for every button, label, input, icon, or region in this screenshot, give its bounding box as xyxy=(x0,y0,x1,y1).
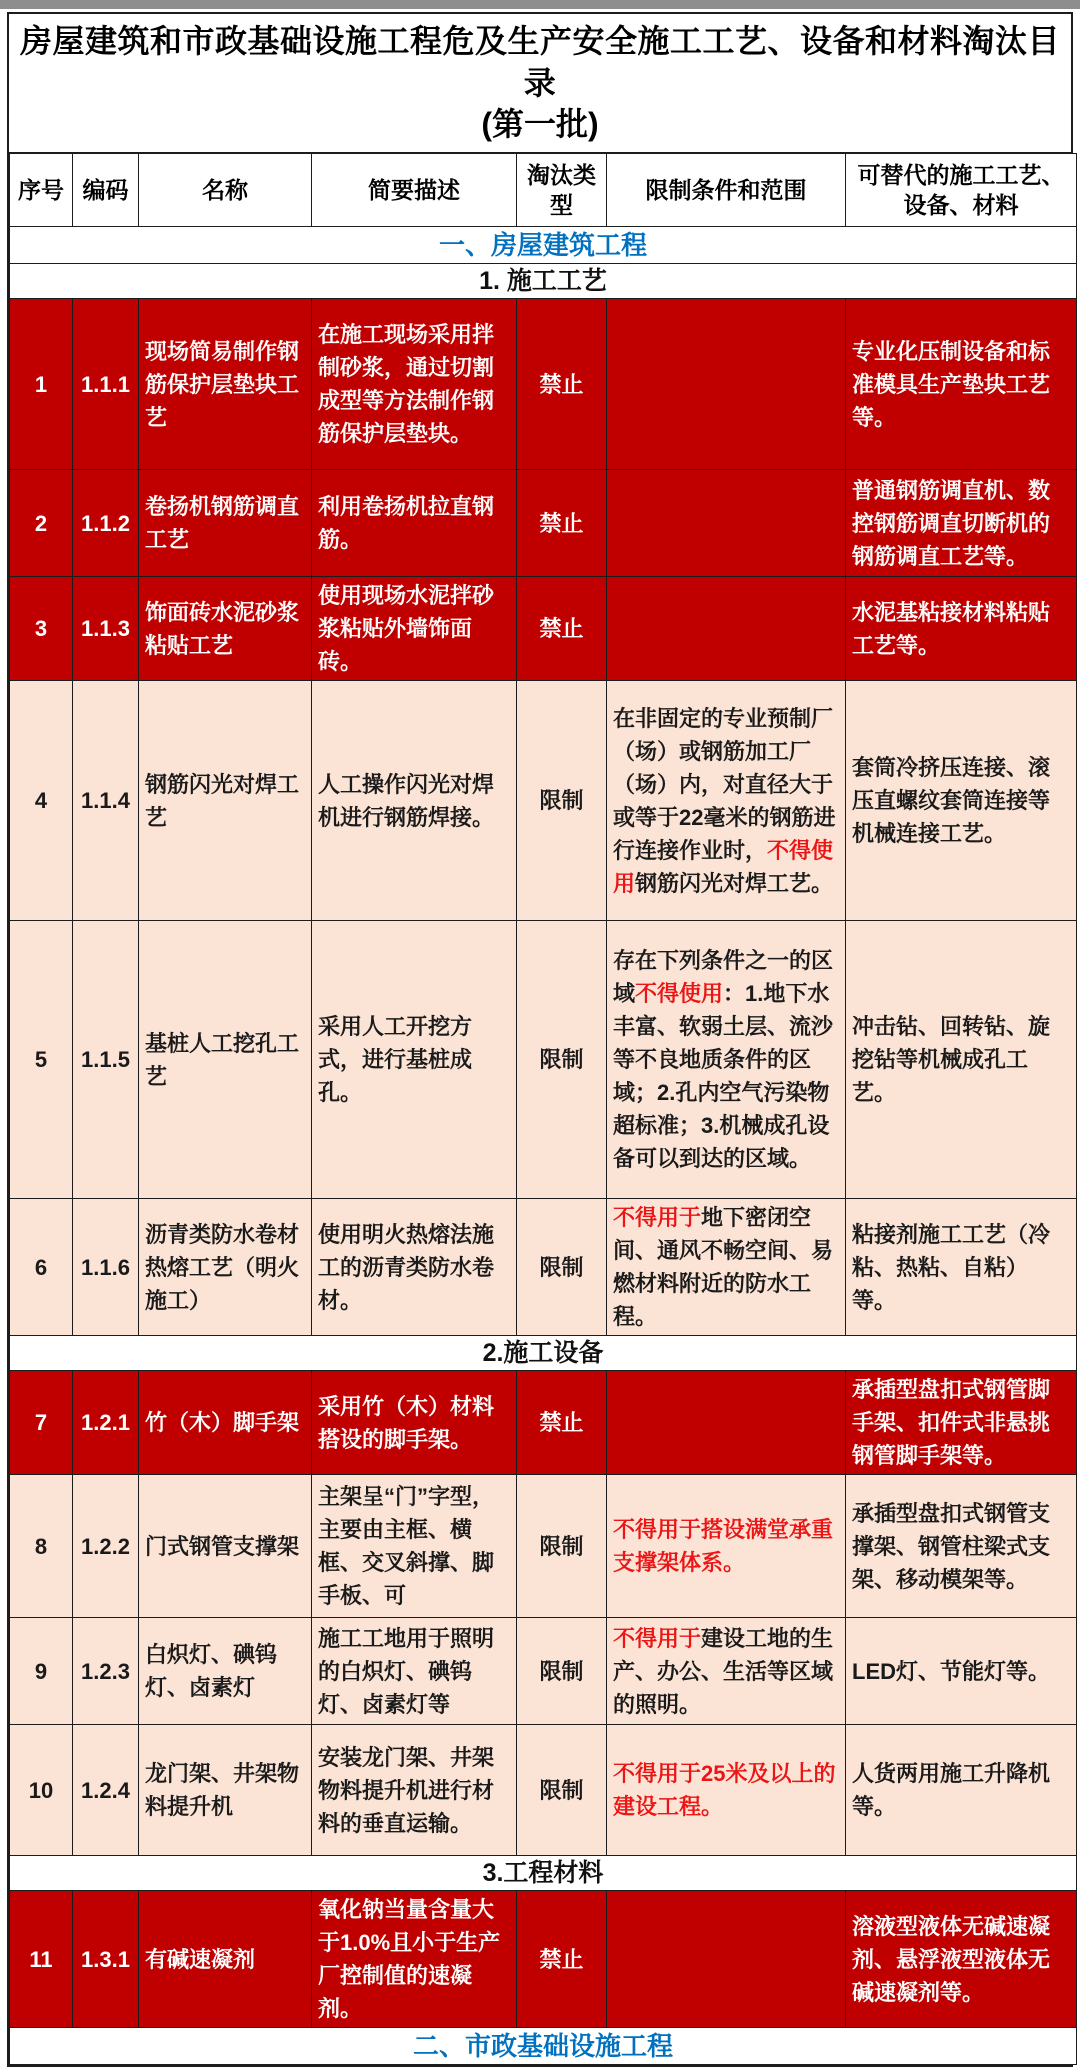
restriction-warning-text: 不得用于搭设满堂承重支撑架体系。 xyxy=(613,1517,834,1575)
cell-name: 饰面砖水泥砂浆粘贴工艺 xyxy=(139,577,312,681)
cell-no: 6 xyxy=(10,1199,73,1336)
catalog-body xyxy=(10,227,1077,2065)
cell-type: 限制 xyxy=(517,1618,607,1725)
table-row xyxy=(10,1618,1077,1725)
cell-no: 9 xyxy=(10,1618,73,1725)
cell-desc: 人工操作闪光对焊机进行钢筋焊接。 xyxy=(312,681,517,921)
table-row xyxy=(10,1475,1077,1618)
table-row xyxy=(10,470,1077,577)
cell-no: 4 xyxy=(10,681,73,921)
cell-limit xyxy=(607,1371,846,1475)
catalog-table xyxy=(9,153,1077,2065)
cell-code: 1.1.5 xyxy=(73,921,139,1199)
cell-type: 限制 xyxy=(517,921,607,1199)
cell-no: 11 xyxy=(10,1891,73,2028)
section-label: 3.工程材料 xyxy=(10,1856,1077,1891)
cell-code: 1.3.1 xyxy=(73,1891,139,2028)
cell-alt: 承插型盘扣式钢管支撑架、钢管柱梁式支架、移动模架等。 xyxy=(846,1475,1077,1618)
cell-name: 竹（木）脚手架 xyxy=(139,1371,312,1475)
cell-limit xyxy=(607,577,846,681)
cell-name: 有碱速凝剂 xyxy=(139,1891,312,2028)
cell-code: 1.2.2 xyxy=(73,1475,139,1618)
screen-top-edge xyxy=(0,0,1080,9)
cell-code: 1.1.3 xyxy=(73,577,139,681)
cell-type: 禁止 xyxy=(517,299,607,470)
restriction-warning-text: 不得用于 xyxy=(613,1625,702,1651)
col-header-name: 名称 xyxy=(139,154,312,227)
cell-limit xyxy=(607,299,846,470)
restriction-text: 钢筋闪光对焊工艺。 xyxy=(635,870,834,896)
cell-desc: 使用现场水泥拌砂浆粘贴外墙饰面砖。 xyxy=(312,577,517,681)
catalog-document xyxy=(7,12,1073,2067)
restriction-warning-text: 不得用于25米及以上的建设工程。 xyxy=(613,1761,836,1819)
cell-limit xyxy=(607,1891,846,2028)
cell-limit xyxy=(607,1475,846,1618)
cell-alt: 专业化压制设备和标准模具生产垫块工艺等。 xyxy=(846,299,1077,470)
table-row xyxy=(10,1725,1077,1856)
table-row xyxy=(10,1199,1077,1336)
cell-desc: 利用卷扬机拉直钢筋。 xyxy=(312,470,517,577)
table-row xyxy=(10,299,1077,470)
cell-code: 1.1.6 xyxy=(73,1199,139,1336)
cell-type: 限制 xyxy=(517,1725,607,1856)
cell-code: 1.1.2 xyxy=(73,470,139,577)
cell-alt: 冲击钻、回转钻、旋挖钻等机械成孔工艺。 xyxy=(846,921,1077,1199)
cell-limit xyxy=(607,681,846,921)
cell-alt: LED灯、节能灯等。 xyxy=(846,1618,1077,1725)
cell-desc: 氧化钠当量含量大于1.0%且小于生产厂控制值的速凝剂。 xyxy=(312,1891,517,2028)
cell-no: 5 xyxy=(10,921,73,1199)
cell-code: 1.1.4 xyxy=(73,681,139,921)
cell-type: 禁止 xyxy=(517,1891,607,2028)
cell-limit xyxy=(607,1199,846,1336)
col-header-type: 淘汰类型 xyxy=(517,154,607,227)
cell-code: 1.2.1 xyxy=(73,1371,139,1475)
cell-desc: 使用明火热熔法施工的沥青类防水卷材。 xyxy=(312,1199,517,1336)
header-row xyxy=(10,154,1077,227)
cell-name: 沥青类防水卷材热熔工艺（明火施工） xyxy=(139,1199,312,1336)
cell-limit xyxy=(607,1725,846,1856)
document-title-line1: 房屋建筑和市政基础设施工程危及生产安全施工工艺、设备和材料淘汰目录 xyxy=(19,23,1060,101)
subsection-row xyxy=(10,1856,1077,1891)
cell-no: 8 xyxy=(10,1475,73,1618)
col-header-no: 序号 xyxy=(10,154,73,227)
table-row xyxy=(10,681,1077,921)
cell-desc: 安装龙门架、井架物料提升机进行材料的垂直运输。 xyxy=(312,1725,517,1856)
restriction-text: 在非固定的专业预制厂（场）或钢筋加工厂（场）内，对直径大于或等于22毫米的钢筋进行连接作业时， xyxy=(613,705,836,863)
restriction-warning-text: 不得使用 xyxy=(613,837,834,896)
restriction-warning-text: 不得使用 xyxy=(635,981,724,1006)
cell-alt: 溶液型液体无碱速凝剂、悬浮液型液体无碱速凝剂等。 xyxy=(846,1891,1077,2028)
col-header-desc: 简要描述 xyxy=(312,154,517,227)
cell-limit xyxy=(607,921,846,1199)
cell-desc: 主架呈“门”字型，主要由主框、横框、交叉斜撑、脚手板、可 xyxy=(312,1475,517,1618)
cell-limit xyxy=(607,1618,846,1725)
cell-alt: 人货两用施工升降机等。 xyxy=(846,1725,1077,1856)
cell-name: 现场简易制作钢筋保护层垫块工艺 xyxy=(139,299,312,470)
cell-no: 10 xyxy=(10,1725,73,1856)
section-row xyxy=(10,2028,1077,2065)
section-row xyxy=(10,227,1077,264)
cell-no: 1 xyxy=(10,299,73,470)
cell-type: 限制 xyxy=(517,1475,607,1618)
cell-no: 7 xyxy=(10,1371,73,1475)
col-header-code: 编码 xyxy=(73,154,139,227)
cell-code: 1.2.4 xyxy=(73,1725,139,1856)
cell-name: 钢筋闪光对焊工艺 xyxy=(139,681,312,921)
section-label: 二、市政基础设施工程 xyxy=(10,2028,1077,2065)
col-header-alt: 可替代的施工工艺、设备、材料 xyxy=(846,154,1077,227)
cell-name: 门式钢管支撑架 xyxy=(139,1475,312,1618)
cell-alt: 套筒冷挤压连接、滚压直螺纹套筒连接等机械连接工艺。 xyxy=(846,681,1077,921)
table-row xyxy=(10,921,1077,1199)
cell-desc: 采用人工开挖方式，进行基桩成孔。 xyxy=(312,921,517,1199)
cell-name: 龙门架、井架物料提升机 xyxy=(139,1725,312,1856)
section-label: 一、房屋建筑工程 xyxy=(10,227,1077,264)
table-row xyxy=(10,577,1077,681)
cell-alt: 普通钢筋调直机、数控钢筋调直切断机的钢筋调直工艺等。 xyxy=(846,470,1077,577)
cell-desc: 在施工现场采用拌制砂浆，通过切割成型等方法制作钢筋保护层垫块。 xyxy=(312,299,517,470)
cell-type: 限制 xyxy=(517,681,607,921)
document-title-line2: (第一批) xyxy=(481,106,599,142)
cell-code: 1.2.3 xyxy=(73,1618,139,1725)
restriction-text: 存在下列条件之一的区域 xyxy=(613,948,834,1006)
col-header-limit: 限制条件和范围 xyxy=(607,154,846,227)
subsection-row xyxy=(10,1336,1077,1371)
document-title xyxy=(9,14,1071,153)
cell-code: 1.1.1 xyxy=(73,299,139,470)
cell-type: 禁止 xyxy=(517,577,607,681)
cell-type: 禁止 xyxy=(517,470,607,577)
cell-name: 白炽灯、碘钨灯、卤素灯 xyxy=(139,1618,312,1725)
cell-desc: 采用竹（木）材料搭设的脚手架。 xyxy=(312,1371,517,1475)
restriction-text: 地下密闭空间、通风不畅空间、易燃材料附近的防水工程。 xyxy=(613,1205,834,1329)
cell-alt: 承插型盘扣式钢管脚手架、扣件式非悬挑钢管脚手架等。 xyxy=(846,1371,1077,1475)
cell-alt: 水泥基粘接材料粘贴工艺等。 xyxy=(846,577,1077,681)
cell-alt: 粘接剂施工工艺（冷粘、热粘、自粘）等。 xyxy=(846,1199,1077,1336)
restriction-warning-text: 不得用于 xyxy=(613,1205,702,1230)
restriction-text: ：1.地下水丰富、软弱土层、流沙等不良地质条件的区域；2.孔内空气污染物超标准；3.机械成孔设备可以到达的区域。 xyxy=(613,981,834,1171)
cell-no: 2 xyxy=(10,470,73,577)
catalog-table-header xyxy=(10,154,1077,227)
table-row xyxy=(10,1371,1077,1475)
restriction-text: 建设工地的生产、办公、生活等区域的照明。 xyxy=(613,1625,834,1717)
section-label: 1. 施工工艺 xyxy=(10,264,1077,299)
cell-limit xyxy=(607,470,846,577)
cell-name: 卷扬机钢筋调直工艺 xyxy=(139,470,312,577)
cell-desc: 施工工地用于照明的白炽灯、碘钨灯、卤素灯等 xyxy=(312,1618,517,1725)
cell-type: 禁止 xyxy=(517,1371,607,1475)
subsection-row xyxy=(10,264,1077,299)
cell-type: 限制 xyxy=(517,1199,607,1336)
cell-name: 基桩人工挖孔工艺 xyxy=(139,921,312,1199)
section-label: 2.施工设备 xyxy=(10,1336,1077,1371)
table-row xyxy=(10,1891,1077,2028)
cell-no: 3 xyxy=(10,577,73,681)
